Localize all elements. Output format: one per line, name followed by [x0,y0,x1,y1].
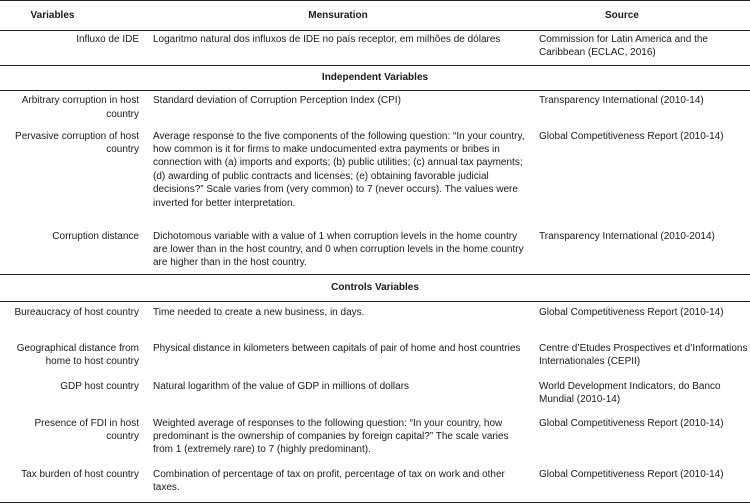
mensuration-cell: Logaritmo natural dos influxos de IDE no país receptor, em milhões de dólares [153,34,501,45]
table-row [0,301,750,338]
source-cell: Global Competitiveness Report (2010-14) [539,130,724,142]
table-row [0,338,750,376]
table-row [0,376,750,413]
mensuration-cell: Time needed to create a new business, in days. [153,306,365,318]
source-cell: Commission for Latin America and the Caribbean (ECLAC, 2016) [539,34,708,59]
table-header-row [0,1,750,31]
variable-cell: Bureaucracy of host country [14,306,139,318]
header-mensuration: Mensuration [145,1,531,31]
source-cell: Centre d’Etudes Prospectives et d’Informations Internationales (CEPII) [539,342,748,368]
variable-cell: Presence of FDI in host country [34,417,139,442]
table-row [0,227,750,275]
table-row [0,31,750,66]
table-row [0,127,750,227]
table-row [0,464,750,503]
mensuration-cell: Average response to the five components of the following question: “In your country, how common is it for firms to make undocumented extra payments or bribes in connection with (a) imports and exports; (b) public utilities; (c) annual tax payments; (d) awarding of public contracts and licenses; (e) obtaining favorable judicial decisions?” Scale varies from (very common) to 7 (never occurs). The values were inverted for better interpretation. [153,130,525,209]
variable-cell: Pervasive corruption of host country [15,130,139,155]
mensuration-cell: Weighted average of responses to the following question: “In your country, how predominant is the ownership of companies by foreign capital?” The scale varies from 1 (extremely rare) to 7 (highly predominant). [153,417,509,456]
source-cell: Global Competitiveness Report (2010-14) [539,306,724,318]
mensuration-cell: Combination of percentage of tax on profit, percentage of tax on work and other taxes. [145,464,531,503]
source-cell: Transparency International (2010-14) [539,95,704,107]
source-cell: Transparency International (2010-2014) [539,230,715,242]
header-source: Source [531,1,750,31]
variable-cell: GDP host country [60,380,139,392]
source-cell: World Development Indicators, do Banco Mundial (2010-14) [539,380,721,406]
table-row [0,413,750,464]
variable-cell: Geographical distance from home to host country [16,342,139,368]
mensuration-cell: Standard deviation of Corruption Perception Index (CPI) [153,95,401,107]
variable-cell: Influxo de IDE [76,34,139,45]
variable-cell: Tax burden of host country [0,464,145,503]
variable-cell: Corruption distance [52,230,139,242]
section-row-controls [0,275,750,302]
source-cell: Global Competitiveness Report (2010-14) [531,464,750,503]
table-row [0,91,750,127]
mensuration-cell: Physical distance in kilometers between capitals of pair of home and host countries [153,342,521,354]
source-cell: Global Competitiveness Report (2010-14) [539,417,724,429]
section-row-independent [0,65,750,91]
section-title-independent: Independent Variables [0,65,750,91]
mensuration-cell: Dichotomous variable with a value of 1 when corruption levels in the home country are lower than in the host country, and 0 when corruption levels in the home country are higher than in the host country. [153,230,524,269]
variable-cell: Arbitrary corruption in host country [21,95,139,120]
header-variables: Variables [0,1,145,31]
mensuration-cell: Natural logarithm of the value of GDP in millions of dollars [153,380,410,392]
section-title-controls: Controls Variables [0,275,750,302]
